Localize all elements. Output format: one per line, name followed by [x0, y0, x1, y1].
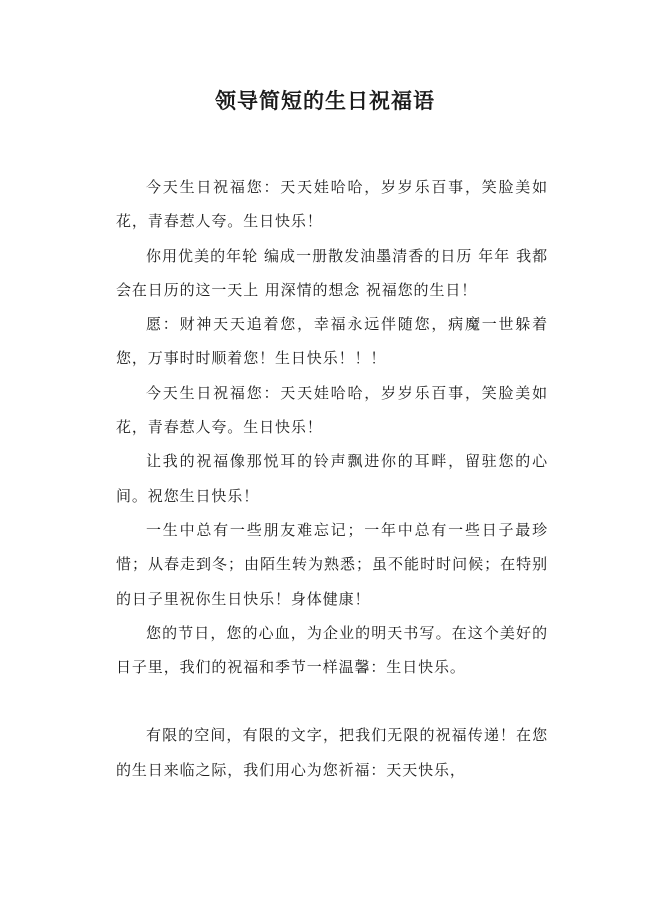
- paragraph-6: 一生中总有一些朋友难忘记；一年中总有一些日子最珍惜；从春走到冬；由陌生转为熟悉；虽不能时时问候；在特别的日子里祝你生日快乐！身体健康！: [116, 520, 548, 608]
- paragraph-4: 今天生日祝福您：天天娃哈哈，岁岁乐百事，笑脸美如花，青春惹人夸。生日快乐！: [116, 383, 548, 437]
- paragraph-8: 有限的空间，有限的文字，把我们无限的祝福传递！在您的生日来临之际，我们用心为您祈福：天天快乐，: [116, 726, 548, 779]
- paragraph-2: 你用优美的年轮 编成一册散发油墨清香的日历 年年 我都会在日历的这一天上 用深情的想念 祝福您的生日！: [116, 246, 548, 299]
- document-body: [116, 170, 548, 787]
- paragraph-3: 愿：财神天天追着您，幸福永远伴随您，病魔一世躲着您，万事时时顺着您！生日快乐！！！: [116, 315, 548, 368]
- paragraph-5: 让我的祝福像那悦耳的铃声飘进你的耳畔，留驻您的心间。祝您生日快乐！: [116, 452, 548, 505]
- document-title: 领导简短的生日祝福语: [215, 88, 435, 113]
- paragraph-1: 今天生日祝福您：天天娃哈哈，岁岁乐百事，笑脸美如花，青春惹人夸。生日快乐！: [116, 178, 548, 231]
- paragraph-7: 您的节日，您的心血，为企业的明天书写。在这个美好的日子里，我们的祝福和季节一样温馨：生日快乐。: [116, 623, 548, 677]
